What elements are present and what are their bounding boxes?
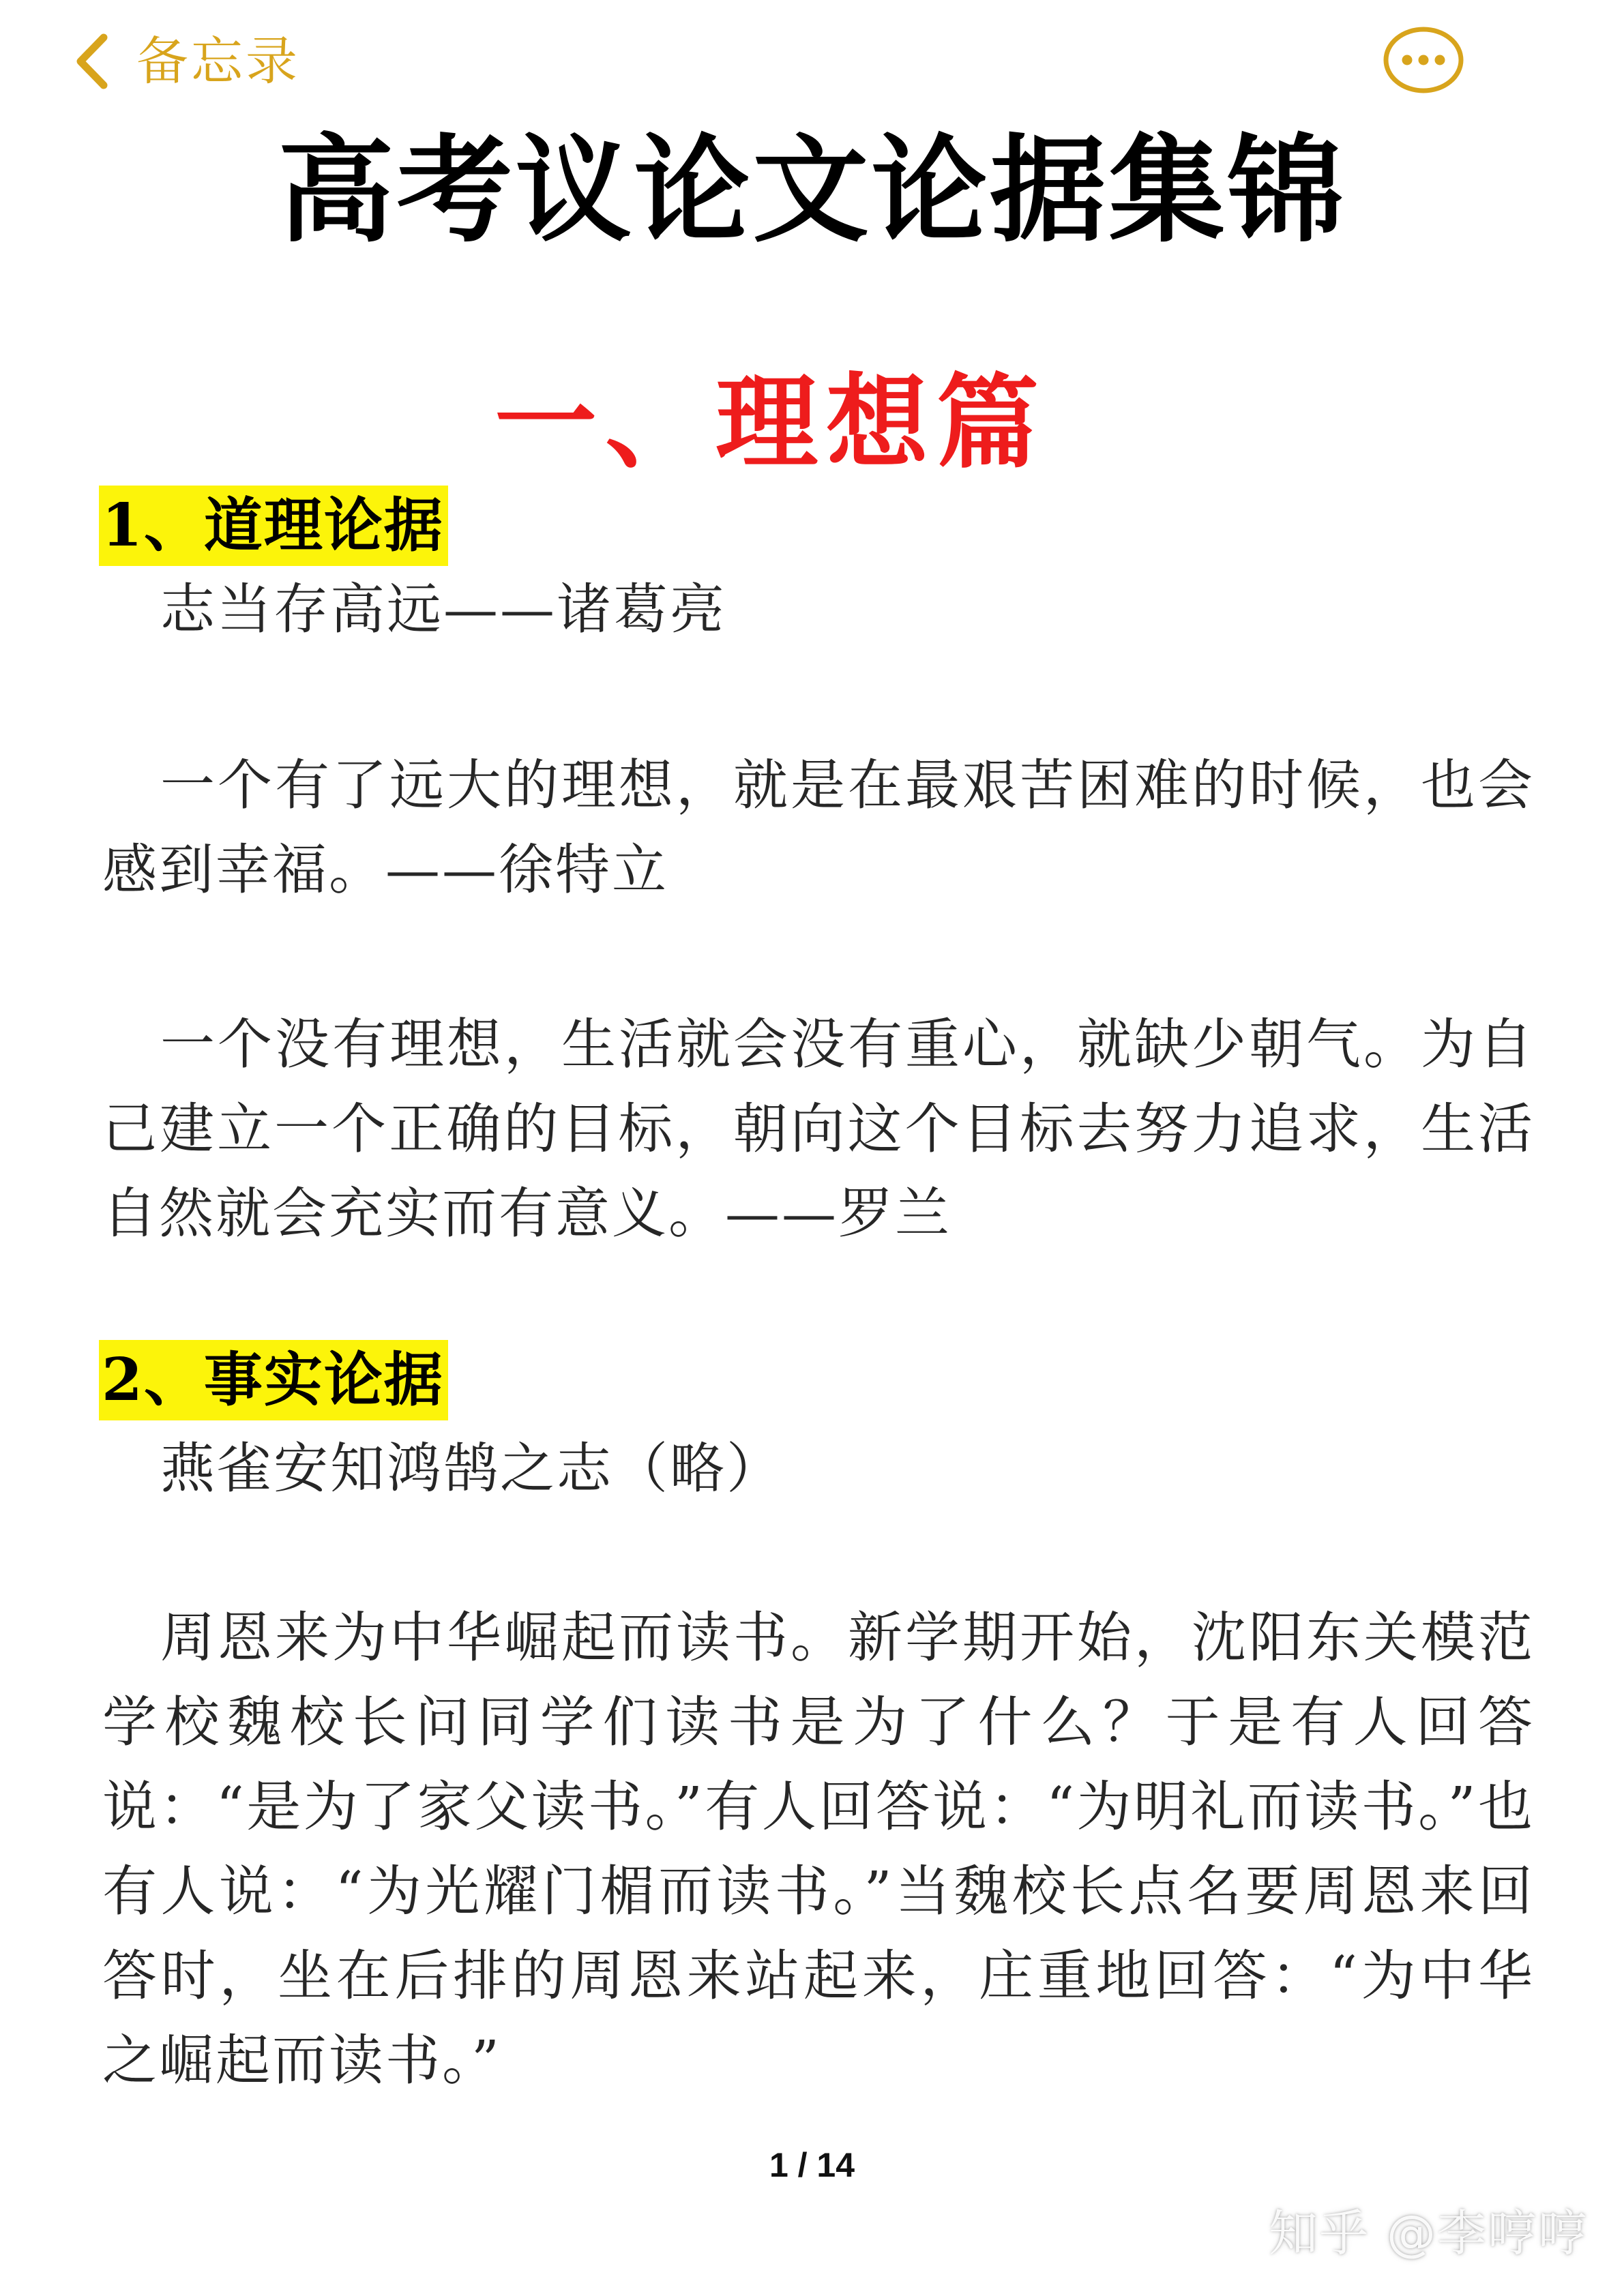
watermark: 知乎 @李哼哼 [1269,2205,1589,2262]
nav-bar [0,0,1624,123]
paragraph: 一个没有理想，生活就会没有重心，就缺少朝气。为自己建立一个正确的目标，朝向这个目标去努力追求，生活自然就会充实而有意义。——罗兰 [102,1013,1535,1245]
back-button[interactable] [75,27,300,95]
paragraph: 周恩来为中华崛起而读书。新学期开始，沈阳东关模范学校魏校长问同学们读书是为了什么？于是有人回答说：“是为了家父读书。”有人回答说：“为明礼而读书。”也有人说：“为光耀门楣而读书。”当魏校长点名要周恩来回答时，坐在后排的周恩来站起来，庄重地回答：“为中华之崛起而读书。” [102,1606,1535,2092]
back-button-label: 备忘录 [136,31,300,91]
more-options-button[interactable] [1383,26,1464,94]
paragraph: 志当存高远——诸葛亮 [160,578,726,641]
subsection-heading-reasoning: 1、道理论据 [99,486,448,566]
document-title: 高考议论文论据集锦 [278,123,1346,258]
chevron-left-icon [75,33,109,89]
paragraph: 一个有了远大的理想，就是在最艰苦困难的时候，也会感到幸福。——徐特立 [102,754,1535,901]
subsection-heading-facts: 2、事实论据 [99,1340,448,1420]
page-indicator: 1 / 14 [769,2146,855,2184]
more-dots-icon [1383,26,1464,94]
section-title: 一、理想篇 [494,363,1048,483]
paragraph: 燕雀安知鸿鹄之志（略） [160,1437,783,1500]
